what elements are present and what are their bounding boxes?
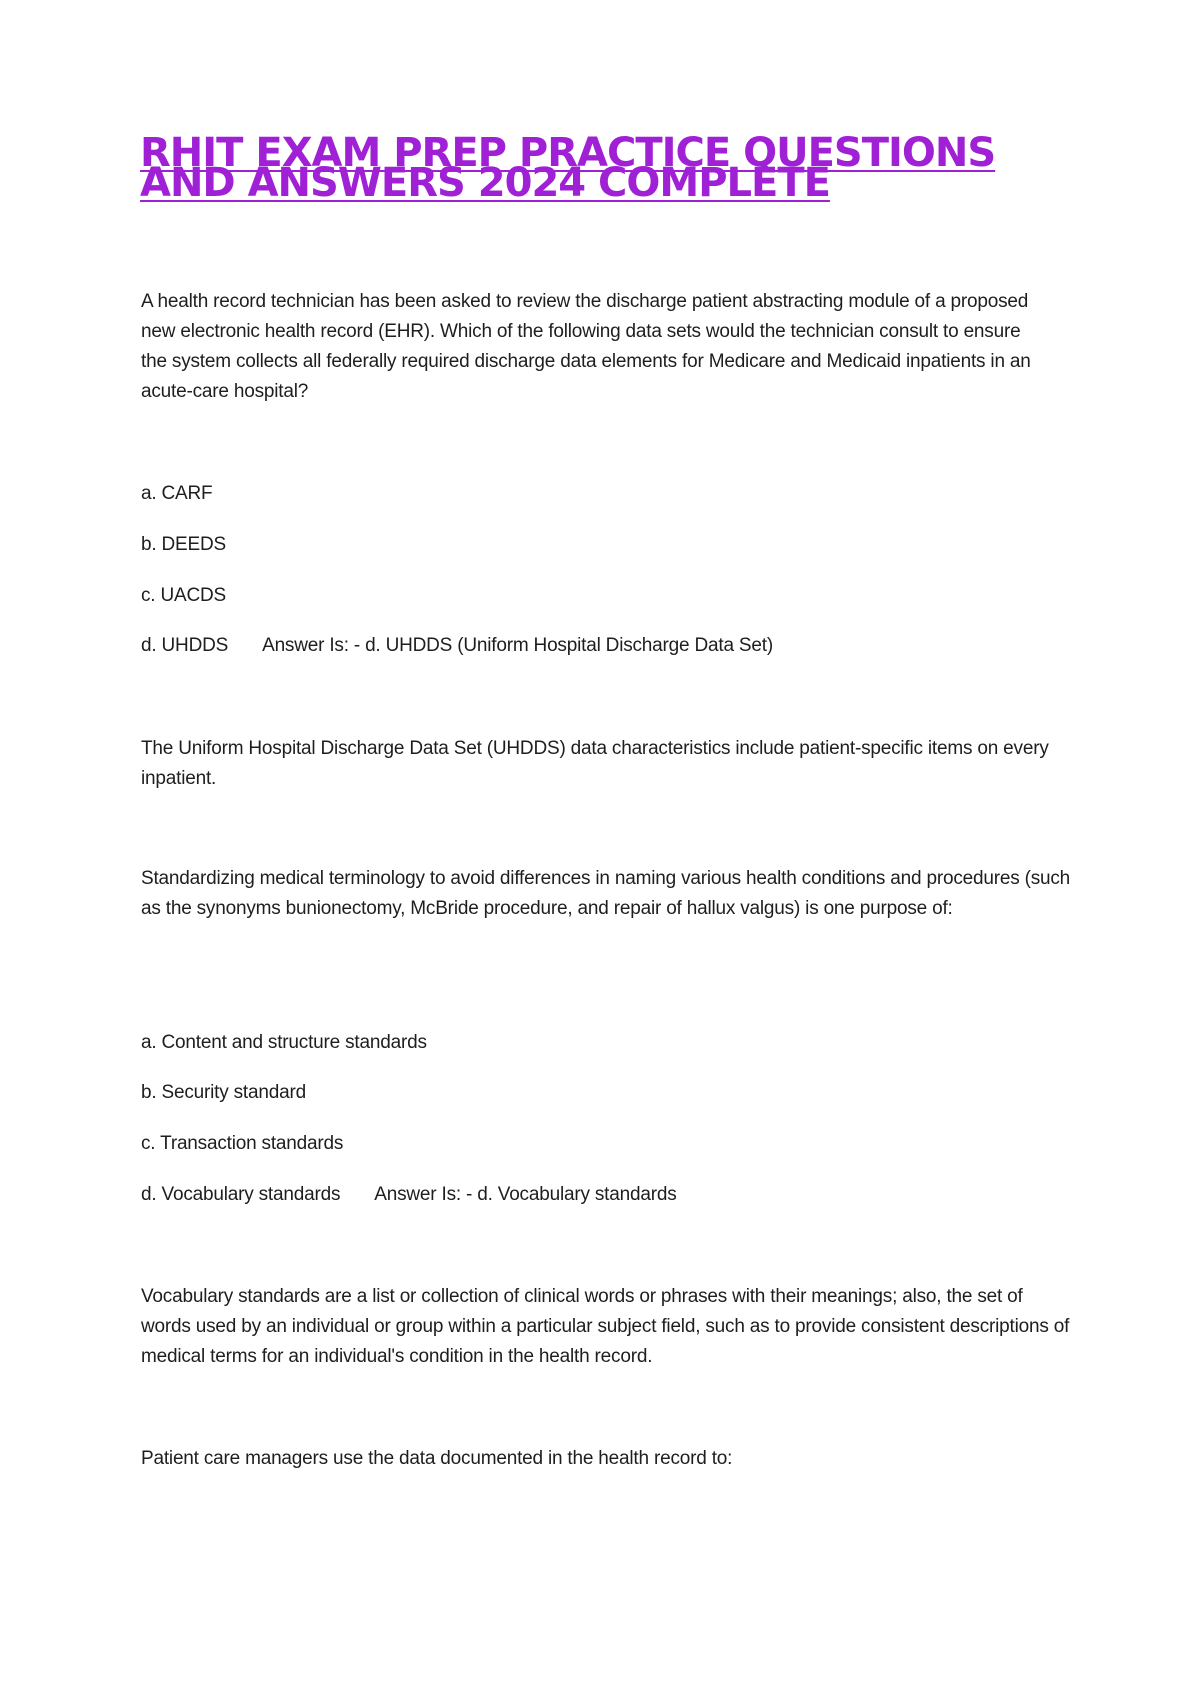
question-2-explanation: Vocabulary standards are a list or collection of clinical words or phrases with their meanings; also, the set of words used by an individual or group within a particular subject field, such as to provide consistent descriptions of medical terms for an individual's condition in the health record.: [141, 1286, 1070, 1367]
question-1-option-c: c. UACDS: [141, 585, 226, 606]
question-1-option-d: d. UHDDS: [141, 635, 229, 656]
question-2-option-b: b. Security standard: [141, 1082, 306, 1103]
question-2-text: Standardizing medical terminology to avoid differences in naming various health conditions and procedures (such as the synonyms bunionectomy, McBride procedure, and repair of hallux valgus) is one purpose of:: [141, 868, 1071, 919]
question-1-explanation: The Uniform Hospital Discharge Data Set (UHDDS) data characteristics include patient-specific items on every inpatient.: [141, 738, 1049, 789]
question-2-answer: Answer Is: - d. Vocabulary standards: [374, 1184, 677, 1205]
question-2-option-c: c. Transaction standards: [141, 1133, 344, 1154]
question-1-option-a: a. CARF: [141, 483, 213, 504]
question-1-option-b: b. DEEDS: [141, 534, 226, 555]
question-1-answer: Answer Is: - d. UHDDS (Uniform Hospital Discharge Data Set): [262, 635, 773, 656]
question-1-option-d-row: [141, 634, 773, 658]
document-title: RHIT EXAM PREP PRACTICE QUESTIONS AND ANSWERS 2024 COMPLETE: [140, 130, 996, 206]
question-3-text: Patient care managers use the data documented in the health record to:: [141, 1448, 733, 1469]
question-2-option-a: a. Content and structure standards: [141, 1032, 427, 1053]
question-1-text: A health record technician has been asked to review the discharge patient abstracting module of a proposed new electronic health record (EHR). Which of the following data sets would the technician consult to ensure the system collects all federally required discharge data elements for Medicare and Medicaid inpatients in an acute-care hospital?: [141, 291, 1031, 402]
question-2-option-d-row: [141, 1183, 677, 1207]
question-2-option-d: d. Vocabulary standards: [141, 1184, 341, 1205]
